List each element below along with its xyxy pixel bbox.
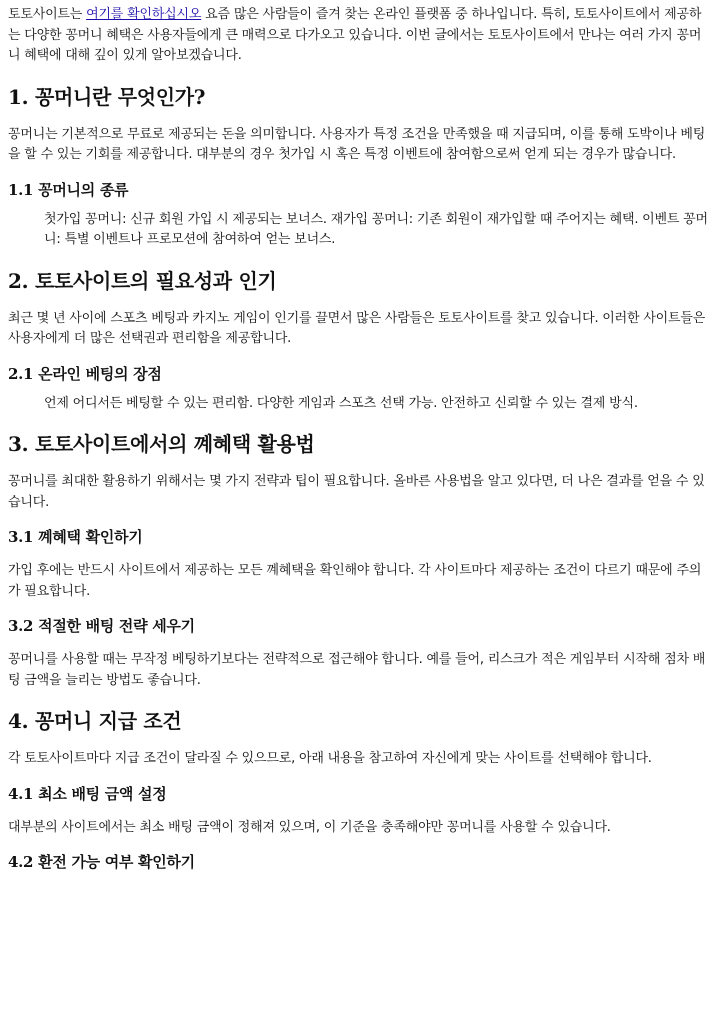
intro-text-after: 요즘 많은 사람들이 즐겨 찾는 온라인 플랫폼 중 하나입니다. 특히, 토토사이트에서 제공하는 다양한 꽁머니 혜택은 사용자들에게 큰 매력으로 다가오고 있습니다. 이번 글에서는 토토사이트에서 만나는 여러 가지 꽁머니 혜택에 대해 깊이 있게 알아보겠습니다.	[8, 7, 702, 63]
section-3-1-paragraph: 가입 후에는 반드시 사이트에서 제공하는 모든 꼐혜택을 확인해야 합니다. 각 사이트마다 제공하는 조건이 다르기 때문에 주의가 필요합니다.	[8, 563, 702, 599]
section-1-number: 1.	[8, 84, 29, 109]
section-1-1-title: 꽁머니의 종류	[38, 180, 129, 199]
intro-paragraph	[8, 5, 712, 67]
section-4-1-heading	[8, 784, 712, 804]
intro-text-before: 토토사이트는	[8, 7, 87, 22]
section-4-1-title: 최소 배팅 금액 설정	[38, 784, 167, 803]
section-1-1-number: 1.1	[8, 180, 34, 199]
section-3-title: 토토사이트에서의 꼐혜택 활용법	[34, 432, 315, 456]
section-3-1-number: 3.1	[8, 528, 34, 546]
section-2-paragraph: 최근 몇 년 사이에 스포츠 베팅과 카지노 게임이 인기를 끌면서 많은 사람들은 토토사이트를 찾고 있습니다. 이러한 사이트들은 사용자에게 더 많은 선택권과 편리함을 제공합니다.	[8, 310, 706, 346]
section-3-2-title: 적절한 배팅 전략 세우기	[38, 617, 195, 635]
section-2-1-quote	[44, 394, 712, 415]
section-2-heading	[8, 267, 712, 295]
section-1-1-quote-text: 첫가입 꽁머니: 신규 회원 가입 시 제공되는 보너스. 재가입 꽁머니: 기존 회원이 재가입할 때 주어지는 혜택. 이벤트 꽁머니: 특별 이벤트나 프로모션에 참여하여 얻는 보너스.	[44, 211, 708, 247]
section-3-paragraph: 꽁머니를 최대한 활용하기 위해서는 몇 가지 전략과 팁이 필요합니다. 올바른 사용법을 알고 있다면, 더 나은 결과를 얻을 수 있습니다.	[8, 474, 705, 510]
section-4-2-title: 환전 가능 여부 확인하기	[38, 853, 195, 871]
section-2-number: 2.	[8, 268, 29, 293]
section-2-1-heading	[8, 364, 712, 384]
section-2-1-number: 2.1	[8, 364, 34, 383]
section-3-heading	[8, 430, 712, 458]
section-3-2-number: 3.2	[8, 617, 34, 635]
section-3-2-paragraph: 꽁머니를 사용할 때는 무작정 베팅하기보다는 전략적으로 접근해야 합니다. 예를 들어, 리스크가 적은 게임부터 시작해 점차 배팅 금액을 늘리는 방법도 좋습니다.	[8, 652, 706, 688]
check-here-link[interactable]: 여기를 확인하십시오	[86, 7, 202, 22]
section-4-number: 4.	[8, 709, 29, 733]
section-3-1-heading	[8, 527, 712, 547]
section-4-1-number: 4.1	[8, 784, 34, 803]
section-1-paragraph: 꽁머니는 기본적으로 무료로 제공되는 돈을 의미합니다. 사용자가 특정 조건을 만족했을 때 지급되며, 이를 통해 도박이나 베팅을 할 수 있는 기회를 제공합니다. 대부분의 경우 첫가입 시 혹은 특정 이벤트에 참여함으로써 얻게 되는 경우가 많습니다.	[8, 126, 706, 162]
section-1-1-heading	[8, 180, 712, 200]
section-4-paragraph: 각 토토사이트마다 지급 조건이 달라질 수 있으므로, 아래 내용을 참고하여 자신에게 맞는 사이트를 선택해야 합니다.	[8, 751, 652, 766]
section-4-2-number: 4.2	[8, 853, 34, 871]
section-4-heading	[8, 707, 712, 735]
section-1-1-quote	[44, 210, 712, 251]
section-2-1-title: 온라인 베팅의 장점	[38, 364, 162, 383]
section-4-title: 꽁머니 지급 조건	[34, 709, 182, 733]
section-3-1-title: 꼐혜택 확인하기	[38, 528, 143, 546]
section-3-2-heading	[8, 616, 712, 636]
section-1-title: 꽁머니란 무엇인가?	[34, 84, 206, 109]
section-1-heading	[8, 83, 712, 111]
section-3-number: 3.	[8, 432, 29, 456]
section-2-title: 토토사이트의 필요성과 인기	[34, 268, 277, 293]
section-2-1-quote-text: 언제 어디서든 베팅할 수 있는 편리함. 다양한 게임과 스포츠 선택 가능. 안전하고 신뢰할 수 있는 결제 방식.	[44, 395, 638, 411]
section-4-1-paragraph: 대부분의 사이트에서는 최소 배팅 금액이 정해져 있으며, 이 기준을 충족해야만 꽁머니를 사용할 수 있습니다.	[8, 819, 611, 835]
section-4-2-heading	[8, 852, 712, 872]
